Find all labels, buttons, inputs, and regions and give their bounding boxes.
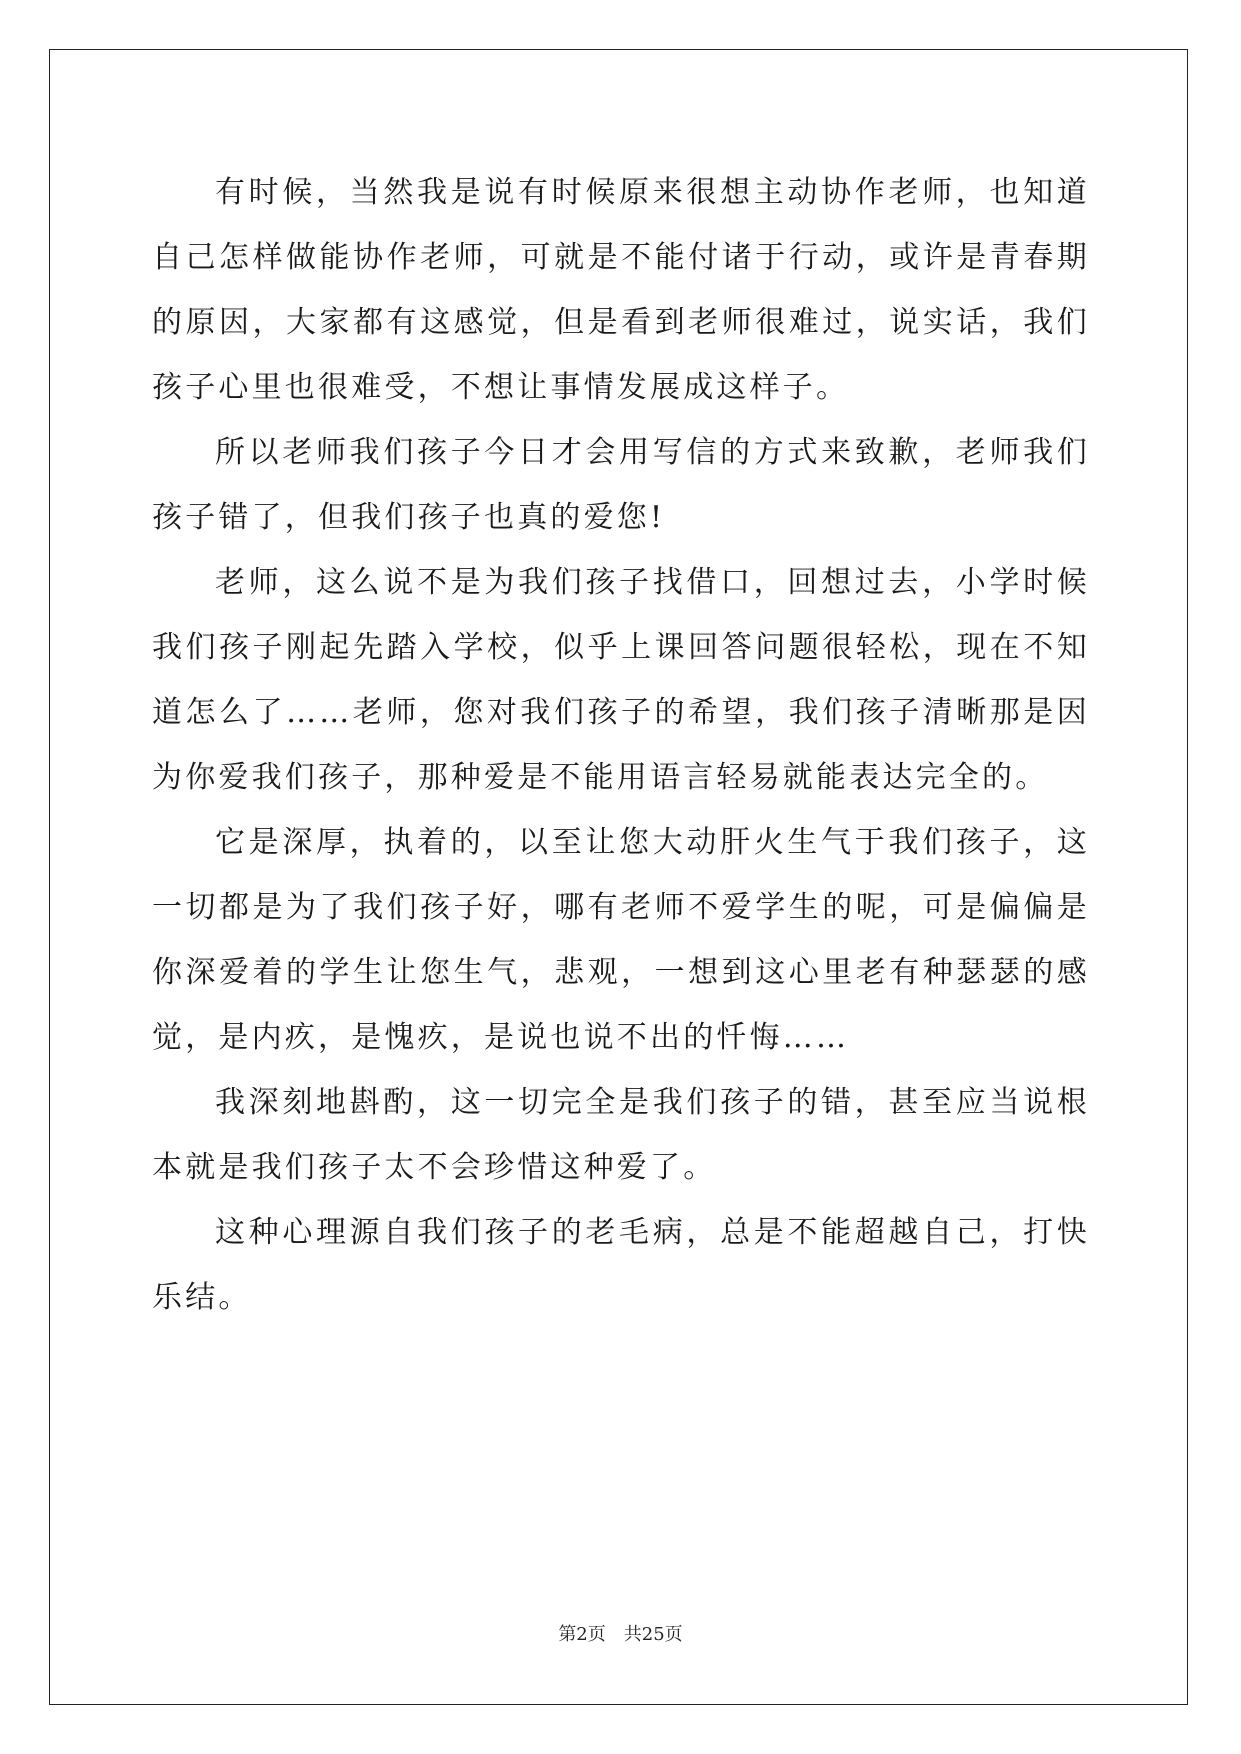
paragraph: 所以老师我们孩子今日才会用写信的方式来致歉，老师我们孩子错了，但我们孩子也真的爱您! <box>152 435 1090 535</box>
paragraph: 它是深厚，执着的，以至让您大动肝火生气于我们孩子，这一切都是为了我们孩子好，哪有老师不爱学生的呢，可是偏偏是你深爱着的学生让您生气，悲观，一想到这心里老有种瑟瑟的感觉，是内疚，是愧疚，是说也说不出的忏悔…… <box>152 825 1090 1055</box>
page-total: 共25页 <box>623 1624 683 1645</box>
paragraph: 有时候，当然我是说有时候原来很想主动协作老师，也知道自己怎样做能协作老师，可就是不能付诸于行动，或许是青春期的原因，大家都有这感觉，但是看到老师很难过，说实话，我们孩子心里也很难受，不想让事情发展成这样子。 <box>152 175 1090 405</box>
page-footer <box>0 1620 1241 1646</box>
document-body <box>152 160 1090 1330</box>
page-number: 第2页 <box>558 1624 606 1645</box>
paragraph: 我深刻地斟酌，这一切完全是我们孩子的错，甚至应当说根本就是我们孩子太不会珍惜这种爱了。 <box>152 1085 1090 1185</box>
paragraph: 这种心理源自我们孩子的老毛病，总是不能超越自己，打快乐结。 <box>152 1215 1090 1315</box>
paragraph: 老师，这么说不是为我们孩子找借口，回想过去，小学时候我们孩子刚起先踏入学校，似乎上课回答问题很轻松，现在不知道怎么了……老师，您对我们孩子的希望，我们孩子清晰那是因为你爱我们孩子，那种爱是不能用语言轻易就能表达完全的。 <box>152 565 1090 795</box>
